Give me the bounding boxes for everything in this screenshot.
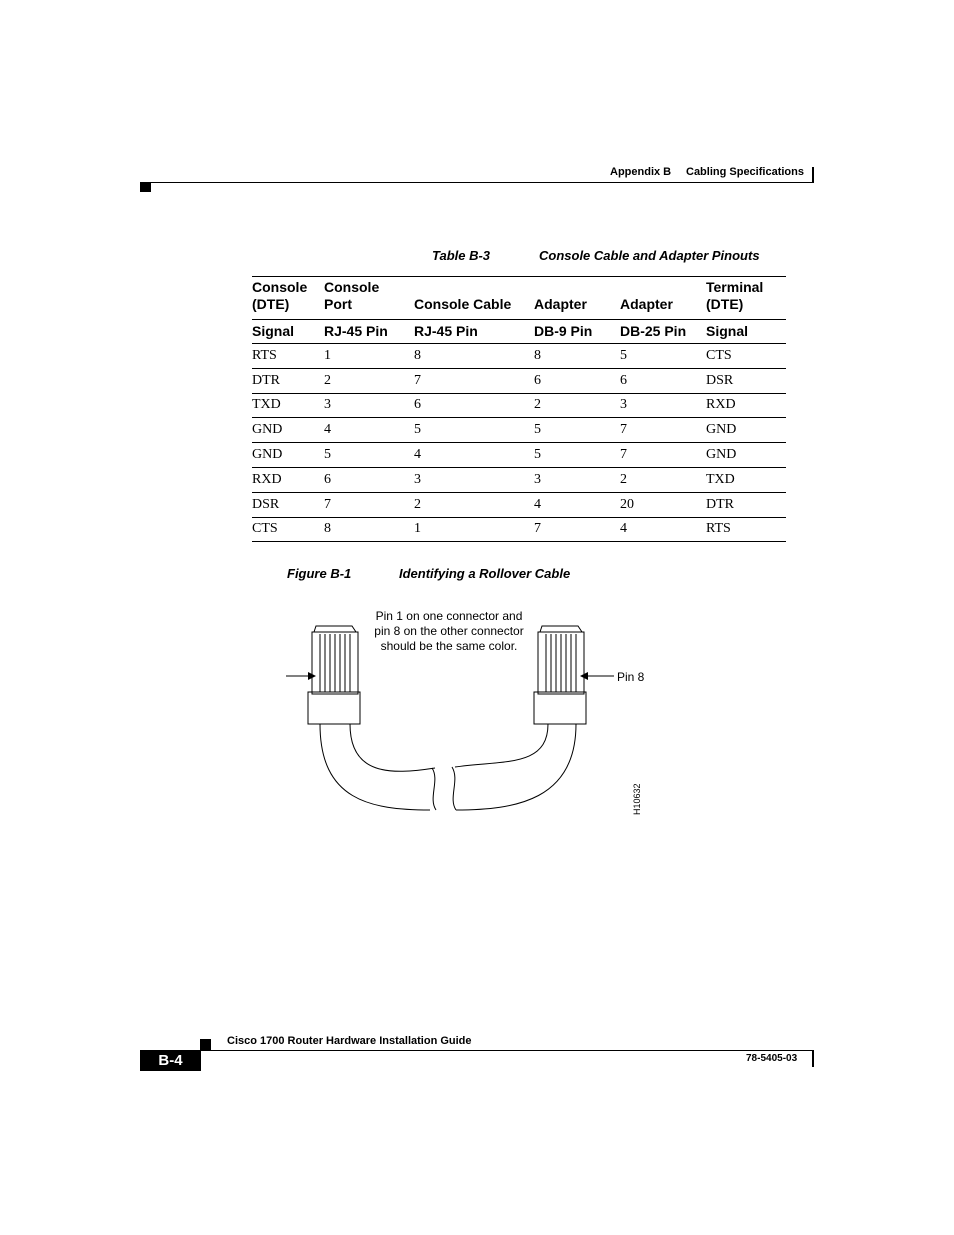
running-header-section: Cabling Specifications <box>686 166 804 178</box>
table-cell: TXD <box>252 393 324 418</box>
table-cell: 7 <box>414 368 534 393</box>
footer-tick <box>812 1051 814 1067</box>
table-row <box>252 492 786 517</box>
table-row <box>252 344 786 369</box>
pin-8-label: Pin 8 <box>617 670 645 684</box>
page-number-tab: B-4 <box>140 1050 201 1071</box>
cable-inner-edge <box>350 724 548 771</box>
cable-break-left <box>432 768 436 810</box>
table-cell: RTS <box>252 344 324 369</box>
table-cell: 2 <box>324 368 414 393</box>
table-cell: 5 <box>414 418 534 443</box>
table-cell: 2 <box>620 467 706 492</box>
header-cell: Terminal (DTE) <box>706 277 786 320</box>
table-cell: 3 <box>534 467 620 492</box>
table-cell: DTR <box>252 368 324 393</box>
table-cell: GND <box>706 418 786 443</box>
table-cell: 5 <box>324 443 414 468</box>
table-cell: 6 <box>324 467 414 492</box>
table-cell: 4 <box>324 418 414 443</box>
figure-caption-number: Figure B-1 <box>287 566 352 581</box>
header-tick <box>812 167 814 183</box>
table-cell: RTS <box>706 517 786 542</box>
table-cell: 5 <box>534 443 620 468</box>
table-row <box>252 517 786 542</box>
table-caption-title: Console Cable and Adapter Pinouts <box>539 248 760 263</box>
header-cell: Console (DTE) <box>252 277 324 320</box>
table-cell: 4 <box>620 517 706 542</box>
table-caption-number: Table B-3 <box>432 248 491 263</box>
figure-callout-note: Pin 1 on one connector and pin 8 on the other connector should be the same color. <box>374 609 524 653</box>
table-cell: DSR <box>252 492 324 517</box>
header-cell: RJ-45 Pin <box>324 320 414 344</box>
table-cell: RXD <box>252 467 324 492</box>
table-cell: 2 <box>414 492 534 517</box>
footer-marker <box>200 1039 211 1050</box>
pinout-table <box>252 276 786 542</box>
header-cell: Console Cable <box>414 277 534 320</box>
table-cell: DSR <box>706 368 786 393</box>
table-cell: 8 <box>414 344 534 369</box>
table-cell: 4 <box>414 443 534 468</box>
table-cell: 3 <box>324 393 414 418</box>
table-cell: CTS <box>706 344 786 369</box>
header-cell: Adapter <box>620 277 706 320</box>
header-cell: Console Port <box>324 277 414 320</box>
left-rj45-connector <box>308 626 360 724</box>
table-row <box>252 443 786 468</box>
table-cell: 6 <box>620 368 706 393</box>
header-cell: DB-9 Pin <box>534 320 620 344</box>
table-cell: 1 <box>324 344 414 369</box>
header-cell: DB-25 Pin <box>620 320 706 344</box>
table-cell: TXD <box>706 467 786 492</box>
header-cell: RJ-45 Pin <box>414 320 534 344</box>
table-cell: GND <box>706 443 786 468</box>
header-rule <box>140 182 814 183</box>
table-cell: DTR <box>706 492 786 517</box>
table-cell: 3 <box>414 467 534 492</box>
table-row <box>252 393 786 418</box>
table-cell: 20 <box>620 492 706 517</box>
table-cell: RXD <box>706 393 786 418</box>
table-row <box>252 418 786 443</box>
footer-guide-title: Cisco 1700 Router Hardware Installation Guide <box>227 1035 472 1047</box>
table-cell: 4 <box>534 492 620 517</box>
table-cell: 7 <box>620 418 706 443</box>
table-cell: GND <box>252 418 324 443</box>
table-cell: 7 <box>534 517 620 542</box>
table-cell: 6 <box>534 368 620 393</box>
table-cell: GND <box>252 443 324 468</box>
table-cell: 1 <box>414 517 534 542</box>
table-cell: 8 <box>534 344 620 369</box>
header-cell: Adapter <box>534 277 620 320</box>
right-rj45-connector <box>534 626 586 724</box>
table-cell: 5 <box>534 418 620 443</box>
table-cell: 8 <box>324 517 414 542</box>
header-marker <box>140 182 151 192</box>
art-id-label: H10632 <box>632 783 642 815</box>
running-header-appendix: Appendix B <box>610 166 672 178</box>
cable-break-right <box>452 767 456 810</box>
cable-outer-edge <box>320 724 576 810</box>
table-row <box>252 467 786 492</box>
footer-doc-number: 78-5405-03 <box>746 1053 798 1064</box>
figure-caption-title: Identifying a Rollover Cable <box>399 566 571 581</box>
table-cell: 7 <box>620 443 706 468</box>
table-header-row-1 <box>252 277 786 320</box>
table-row <box>252 368 786 393</box>
table-cell: 2 <box>534 393 620 418</box>
table-cell: 6 <box>414 393 534 418</box>
table-cell: 5 <box>620 344 706 369</box>
table-header-row-2 <box>252 320 786 344</box>
header-cell: Signal <box>252 320 324 344</box>
header-cell: Signal <box>706 320 786 344</box>
table-cell: 7 <box>324 492 414 517</box>
table-cell: CTS <box>252 517 324 542</box>
footer-rule <box>200 1050 814 1051</box>
table-cell: 3 <box>620 393 706 418</box>
